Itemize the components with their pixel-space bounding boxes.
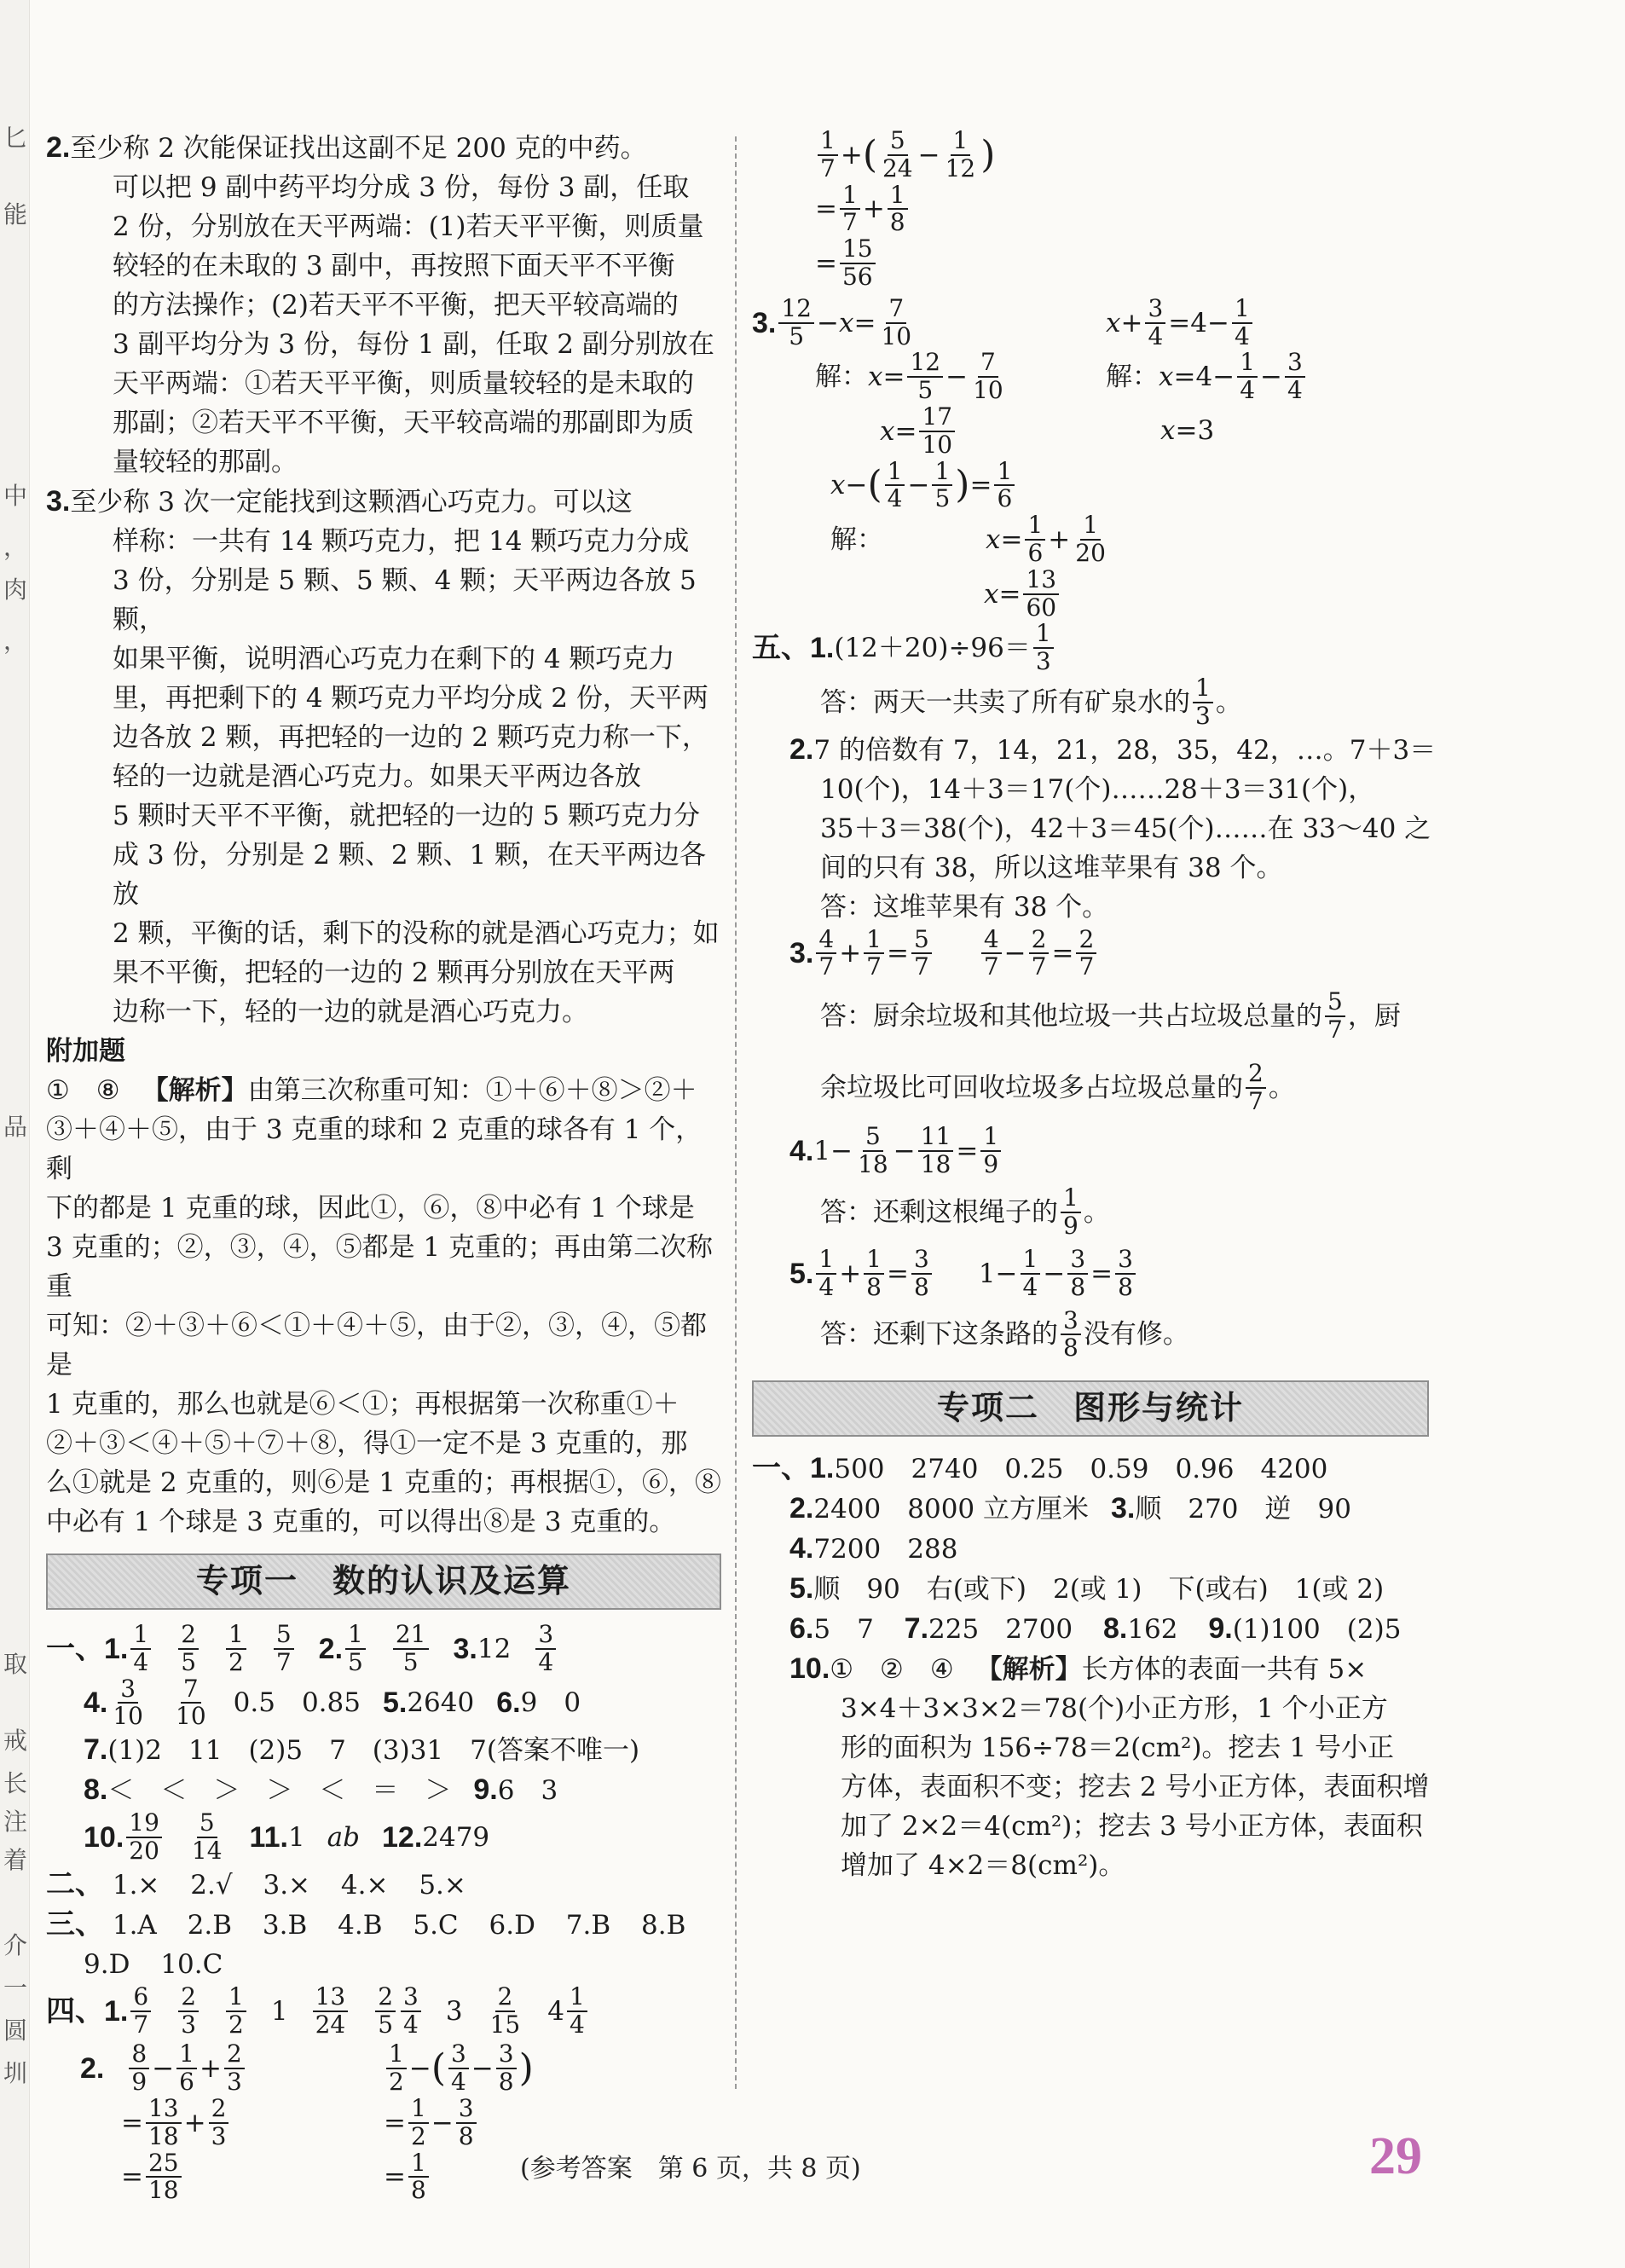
- fraction: 2 15: [489, 1982, 521, 2039]
- edge-fragment: 长: [3, 1769, 28, 1797]
- edge-fragment: 圆: [3, 2016, 28, 2045]
- edge-fragment: 介: [3, 1931, 28, 1959]
- edge-fragment: 圳: [3, 2059, 28, 2087]
- fraction: 1 4: [567, 1984, 587, 2039]
- right-column: [752, 128, 1460, 1885]
- fraction: 2 5: [375, 1984, 396, 2039]
- topic1-answers: 一、1. 1 4 2 5 1 2 5 7 2. 1 5 21 5 3. 12 3 4 4. 3 10 7 10 0.5 0.85 5. 2640 6. 9 0 7.(1)2 11 (2)5 7 (3)31 7(答案不唯一) 8.＜ ＜ ＞ ＞ ＜ ＝ ＞ 9.6 3 10. 19 20 5 14 11. 1 ab 12. 2479 二、 1.× 2.√ 3.× 4.× 5.× 三、 1.A 2.B 3.B 4.B 5.C 6.D 7.B 8.B 9.D 10.C 四、1. 6 7 2 3 1 2 1 13 24 2 5 3 4 3 2 15 4 1 4 2. 8 9 − 1 6 + 2 3 = 13 18 + 2 3 = 25 18 1 2 − ( 3 4 − 3 8 ) = 1 2 − 3 8 = 1 8: [46, 1622, 721, 2204]
- fraction: 1 2: [226, 1622, 246, 1676]
- answer-q3-chocolate: 3.至少称 3 次一定能找到这颗酒心巧克力。可以这 样称：一共有 14 颗巧克力，把 14 颗巧克力分成 3 份，分别是 5 颗、5 颗、4 颗；天平两边各放 5 颗， 如果平衡，说明酒心巧克力在剩下的 4 颗巧克力 里，再把剩下的 4 颗巧克力平均分成 2 份，天平两 边各放 2 颗，再把轻的一边的 2 颗巧克力称一下， 轻的一边就是酒心巧克力。如果天平两边各放 5 颗时天平不平衡，就把轻的一边的 5 颗巧克力分 成 3 份，分别是 2 颗、2 颗、1 颗，在天平两边各放 2 颗，平衡的话，剩下的没称的就是酒心巧克力；如 果不平衡，把轻的一边的 2 颗再分别放在天平两 边称一下，轻的一边的就是酒心巧克力。: [46, 485, 720, 1027]
- fraction: 1 2: [226, 1984, 246, 2039]
- edge-fragment: 肉: [3, 576, 28, 604]
- edge-fragment: 注: [3, 1808, 28, 1836]
- left-column: [46, 128, 721, 2204]
- fraction: 21 5: [393, 1622, 429, 1676]
- edge-fragment: 取: [3, 1650, 28, 1678]
- extra-question: 附加题 ① ⑧ 【解析】由第三次称重可知：①＋⑥＋⑧＞②＋ ③＋④＋⑤，由于 3 克重的球和 2 克重的球各有 1 个，剩 下的都是 1 克重的球，因此①，⑥，⑧中必有 1 个球是 3 克重的；②，③，④，⑤都是 1 克重的；再由第二次称重 可知：②＋③＋⑥＜①＋④＋⑤，由于②，③，④，⑤都是 1 克重的，那么也就是⑥＜①；再根据第一次称重①＋ ②＋③＜④＋⑤＋⑦＋⑧，得①一定不是 3 克重的，那 么①就是 2 克重的，则⑥是 1 克重的；再根据①，⑥，⑧ 中必有 1 个球是 3 克重的，可以得出⑧是 3 克重的。: [46, 1032, 721, 1542]
- left-binding-edge: [0, 0, 30, 2268]
- calc-continued: 1 7 + ( 5 24 − 1 12 ) = 1 7 + 1 8 = 15 56: [815, 126, 996, 291]
- calc-b: 1 2 − ( 3 4 − 3 8 ) = 1 2 − 3 8 = 1 8: [384, 2039, 534, 2205]
- edge-fragment: ，: [3, 533, 28, 561]
- extra-title: 附加题: [46, 1036, 125, 1066]
- topic2-answers: 一、1.500 2740 0.25 0.59 0.96 4200 2.2400 8000 立方厘米 3.顺 270 逆 90 4.7200 288 5.顺 90 右(或下) 2(或 1) 下(或右) 1(或 2) 6.5 7 7.225 2700 8.162 9.(1)100 (2)5 10.① ② ④ 【解析】长方体的表面一共有 5× 3×4＋3×3×2＝78(个)小正方形，1 个小正方 形的面积为 156÷78＝2(cm²)。挖去 1 号小正 方体，表面积不变；挖去 2 号小正方体，表面积增 加了 2×2＝4(cm²)；挖去 3 号小正方体，表面积 增加了 4×2＝8(cm²)。: [752, 1452, 1430, 1882]
- fraction: 13 24: [313, 1984, 349, 2039]
- fraction: 3 10: [113, 1674, 143, 1731]
- edge-fragment: 中: [3, 482, 28, 510]
- topic-banner-1: 专项一 数的认识及运算: [46, 1553, 721, 1610]
- fraction: 6 7: [130, 1984, 151, 2039]
- edge-fragment: 着: [3, 1846, 28, 1874]
- fraction: 19 20: [126, 1810, 162, 1865]
- fraction: 5 14: [191, 1808, 223, 1865]
- fraction: 1 4: [130, 1622, 151, 1676]
- fraction: 3 4: [401, 1984, 421, 2039]
- edge-fragment: 品: [3, 1113, 28, 1141]
- equation-solutions: 3. 12 5 − x = 7 10 解： x = 12 5 − 7 10 x = 17 10 x + 3 4 = 4 − 1 4 解： x = 4 − 1 4 − 3 4 x = 3: [752, 296, 1460, 459]
- equation-three: x − ( 1 4 − 1 5 ) = 1 6 解： x = 1 6 + 1 20 x = 13 60: [830, 456, 1106, 622]
- fraction: 2 3: [178, 1984, 199, 2039]
- edge-fragment: ，: [3, 627, 28, 655]
- fraction: 3 4: [535, 1622, 556, 1676]
- edge-fragment: 能: [3, 200, 28, 229]
- calc-a: 2. 8 9 − 1 6 + 2 3 = 13 18 + 2 3 = 25 18: [46, 2041, 384, 2204]
- edge-fragment: 匕: [3, 124, 28, 152]
- fraction: 1 5: [345, 1622, 366, 1676]
- topic-banner-2: 专项二 图形与统计: [752, 1380, 1429, 1437]
- page-number: 29: [1369, 2127, 1422, 2185]
- fraction: 5 7: [274, 1622, 294, 1676]
- edge-fragment: 一: [3, 1974, 28, 2002]
- fraction: 2 5: [178, 1622, 199, 1676]
- footer-reference: (参考答案 第 6 页，共 8 页): [520, 2154, 861, 2184]
- answer-q2-weighing: 2.至少称 2 次能保证找出这副不足 200 克的中药。 可以把 9 副中药平均分成 3 份，每份 3 副，任取 2 份，分别放在天平两端：(1)若天平平衡，则质量 较轻的在未取的 3 副中，再按照下面天平不平衡 的方法操作；(2)若天平不平衡，把天平较高端的 3 副平均分为 3 份，每份 1 副，任取 2 副分别放在 天平两端：①若天平平衡，则质量较轻的是未取的 那副；②若天平不平衡，天平较高端的那副即为质 量较轻的那副。: [46, 131, 714, 477]
- fraction: 7 10: [176, 1674, 206, 1731]
- section-five: 五、1. (12＋20)÷96＝ 1 3 答：两天一共卖了所有矿泉水的 1 3 。 2.7 的倍数有 7，14，21，28，35，42，…。7＋3＝ 10(个)，14＋3＝17(个)……28＋3＝31(个)， 35＋3＝38(个)，42＋3＝45(个)……在 33～40 之 间的只有 38，所以这堆苹果有 38 个。 答：这堆苹果有 38 个。 3. 4 7 + 1 7 = 5 7 4 7 − 2 7 = 2 7 答：厨余垃圾和其他垃圾一共占垃圾总量的 5 7 ，厨 余垃圾比可回收垃圾多占垃圾总量的 2 7 。 4. 1 − 5 18 − 11 18 = 1 9 答：还剩这根绳子的 1 9 。 5. 1 4 + 1 8 = 3 8 1 − 1 4 − 3 8 = 3 8 答：还剩下这条路的 3 8 没有修。: [752, 619, 1437, 1363]
- edge-fragment: 戒: [3, 1727, 28, 1755]
- column-divider: [735, 136, 737, 2089]
